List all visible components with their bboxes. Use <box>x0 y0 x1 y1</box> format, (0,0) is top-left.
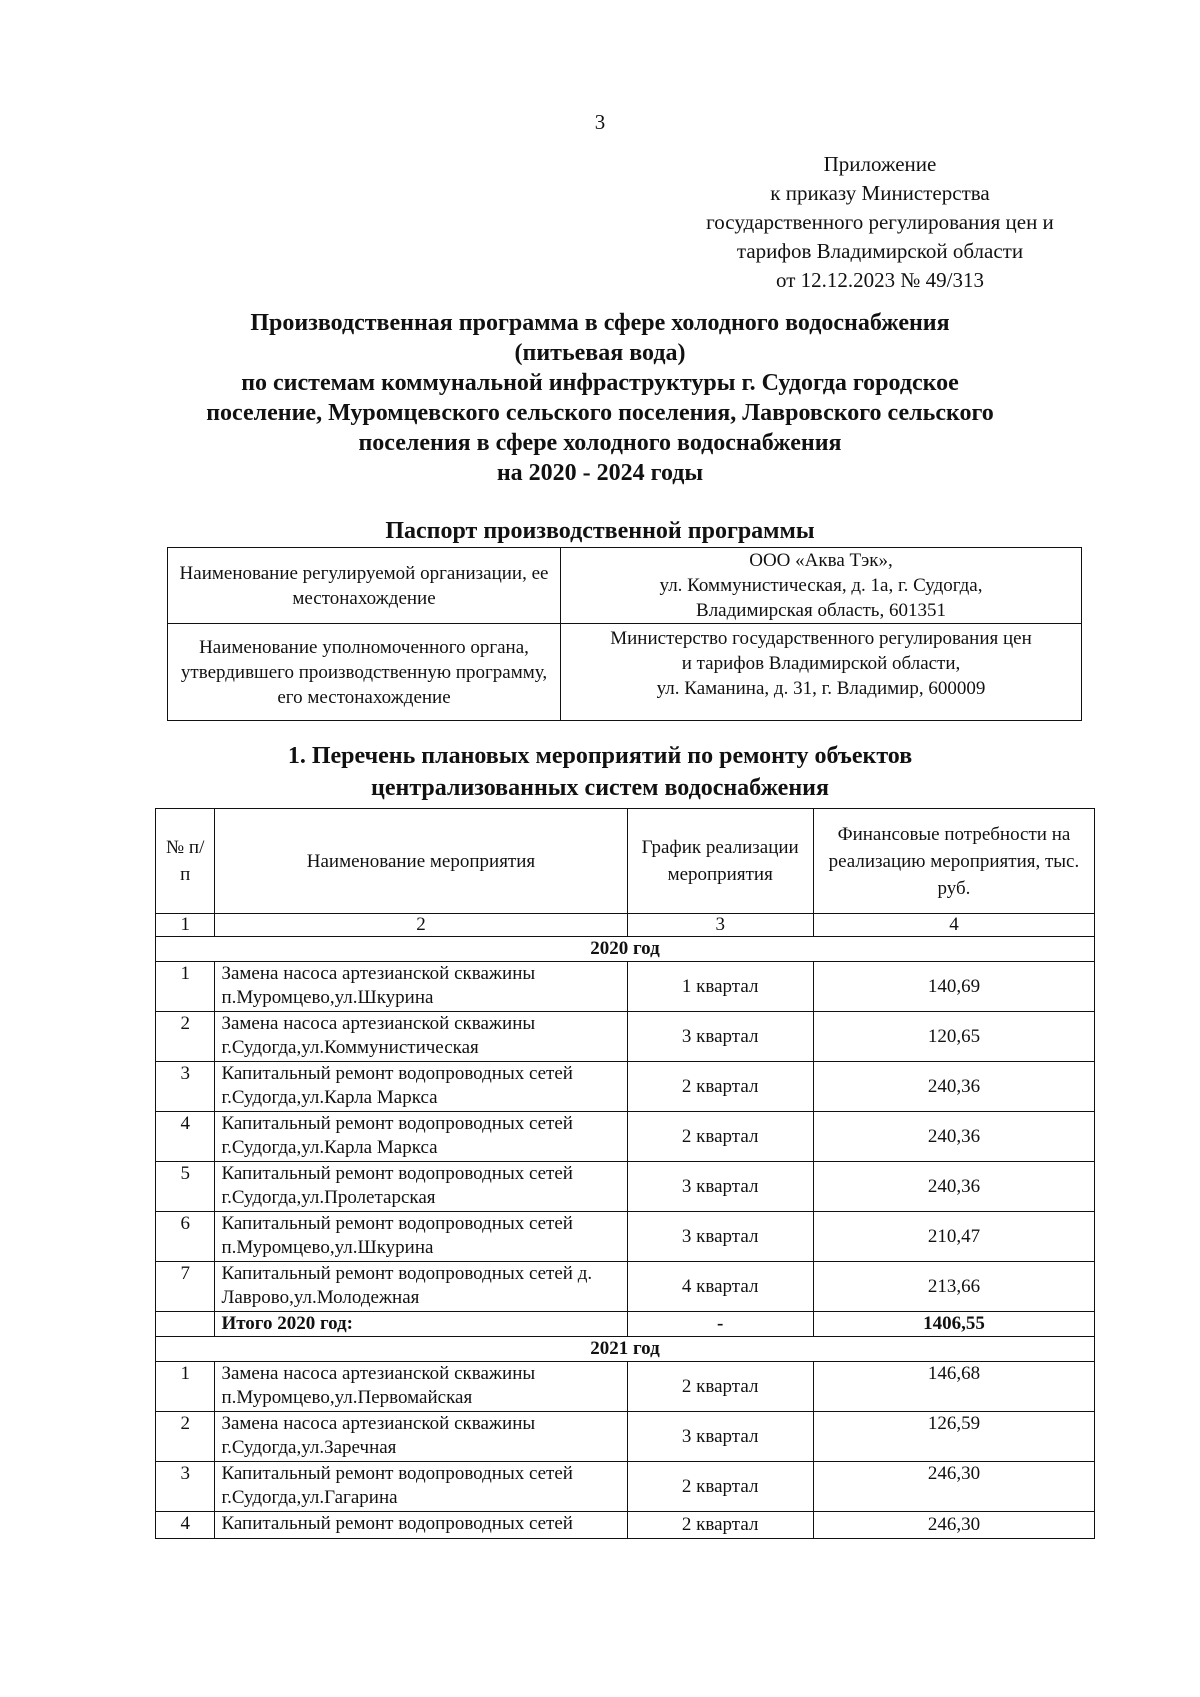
row-num: 2 <box>156 1412 215 1462</box>
title-line: (питьевая вода) <box>514 340 686 366</box>
row-schedule: 2 квартал <box>627 1062 813 1112</box>
passport-label: Наименование регулируемой организации, ее местонахождение <box>168 548 561 624</box>
total-schedule: - <box>627 1312 813 1337</box>
row-cost: 213,66 <box>813 1262 1094 1312</box>
row-name: Замена насоса артезианской скважины п.Муромцево,ул.Шкурина <box>215 962 627 1012</box>
appendix-block <box>660 150 1100 295</box>
row-cost: 240,36 <box>813 1162 1094 1212</box>
year-row <box>156 1337 1095 1362</box>
appendix-line: от 12.12.2023 № 49/313 <box>775 268 985 292</box>
passport-table <box>167 547 1082 721</box>
row-schedule: 3 квартал <box>627 1162 813 1212</box>
row-cost: 120,65 <box>813 1012 1094 1062</box>
passport-value-line: ООО «Аква Тэк», <box>749 550 893 571</box>
appendix-line: к приказу Министерства <box>770 181 990 205</box>
row-name: Замена насоса артезианской скважины п.Муромцево,ул.Первомайская <box>215 1362 627 1412</box>
column-number: 3 <box>627 914 813 937</box>
year-label: 2020 год <box>156 937 1095 962</box>
row-schedule: 3 квартал <box>627 1012 813 1062</box>
row-cost: 246,30 <box>813 1462 1094 1512</box>
row-schedule: 2 квартал <box>627 1512 813 1539</box>
row-num: 4 <box>156 1112 215 1162</box>
section-title-line: централизованных систем водоснабжения <box>371 775 829 801</box>
header-name: Наименование мероприятия <box>215 809 627 914</box>
title-line: поселение, Муромцевского сельского поселения, Лавровского сельского <box>206 400 994 426</box>
row-schedule: 2 квартал <box>627 1462 813 1512</box>
passport-value <box>561 548 1082 624</box>
row-schedule: 2 квартал <box>627 1362 813 1412</box>
year-row <box>156 937 1095 962</box>
row-num: 6 <box>156 1212 215 1262</box>
page-number: 3 <box>594 110 606 134</box>
table-row <box>156 1162 1095 1212</box>
passport-row <box>168 548 1082 624</box>
row-num: 2 <box>156 1012 215 1062</box>
table-row <box>156 1462 1095 1512</box>
row-num: 7 <box>156 1262 215 1312</box>
total-label: Итого 2020 год: <box>215 1312 627 1337</box>
table-row <box>156 1362 1095 1412</box>
row-name: Капитальный ремонт водопроводных сетей г.Судогда,ул.Карла Маркса <box>215 1112 627 1162</box>
passport-value-line: Министерство государственного регулирования цен <box>610 628 1032 649</box>
row-name: Капитальный ремонт водопроводных сетей г.Судогда,ул.Карла Маркса <box>215 1062 627 1112</box>
appendix-line: тарифов Владимирской области <box>736 239 1024 263</box>
title-line: по системам коммунальной инфраструктуры г. Судогда городское <box>241 370 959 396</box>
column-number: 4 <box>813 914 1094 937</box>
table-row <box>156 1412 1095 1462</box>
column-number: 1 <box>156 914 215 937</box>
row-cost: 140,69 <box>813 962 1094 1012</box>
passport-value-line: и тарифов Владимирской области, <box>681 653 961 674</box>
row-name: Капитальный ремонт водопроводных сетей п.Муромцево,ул.Шкурина <box>215 1212 627 1262</box>
table-row <box>156 1012 1095 1062</box>
table-row <box>156 1212 1095 1262</box>
passport-value-line: ул. Коммунистическая, д. 1а, г. Судогда, <box>659 575 983 596</box>
row-num: 3 <box>156 1062 215 1112</box>
row-cost: 240,36 <box>813 1112 1094 1162</box>
plan-table <box>155 808 1095 1539</box>
row-schedule: 3 квартал <box>627 1412 813 1462</box>
row-cost: 146,68 <box>813 1362 1094 1412</box>
row-name: Капитальный ремонт водопроводных сетей г.Судогда,ул.Пролетарская <box>215 1162 627 1212</box>
title-line: Производственная программа в сфере холодного водоснабжения <box>250 310 950 336</box>
table-row <box>156 1512 1095 1539</box>
appendix-line: государственного регулирования цен и <box>706 210 1054 234</box>
row-name: Капитальный ремонт водопроводных сетей <box>215 1512 627 1539</box>
total-row <box>156 1312 1095 1337</box>
section-title-line: 1. Перечень плановых мероприятий по ремонту объектов <box>287 743 913 769</box>
year-label: 2021 год <box>156 1337 1095 1362</box>
header-num: № п/п <box>156 809 215 914</box>
passport-row <box>168 624 1082 721</box>
section-title <box>0 740 1200 804</box>
column-number-row <box>156 914 1095 937</box>
table-row <box>156 962 1095 1012</box>
row-num: 1 <box>156 1362 215 1412</box>
row-name: Капитальный ремонт водопроводных сетей д. Лаврово,ул.Молодежная <box>215 1262 627 1312</box>
row-cost: 240,36 <box>813 1062 1094 1112</box>
row-cost: 126,59 <box>813 1412 1094 1462</box>
passport-value-line: Владимирская область, 601351 <box>696 600 946 621</box>
row-cost: 210,47 <box>813 1212 1094 1262</box>
column-number: 2 <box>215 914 627 937</box>
row-num: 4 <box>156 1512 215 1539</box>
passport-label: Наименование уполномоченного органа, утвердившего производственную программу, его местонахождение <box>168 624 561 721</box>
header-finance: Финансовые потребности на реализацию мероприятия, тыс. руб. <box>813 809 1094 914</box>
table-row <box>156 1262 1095 1312</box>
table-header-row <box>156 809 1095 914</box>
passport-title: Паспорт производственной программы <box>385 518 815 544</box>
row-cost: 246,30 <box>813 1512 1094 1539</box>
appendix-line: Приложение <box>823 152 937 176</box>
document-title <box>140 308 1060 488</box>
passport-value-line: ул. Каманина, д. 31, г. Владимир, 600009 <box>656 678 986 699</box>
title-line: на 2020 - 2024 годы <box>496 460 704 486</box>
row-num: 5 <box>156 1162 215 1212</box>
total-cost: 1406,55 <box>813 1312 1094 1337</box>
row-schedule: 3 квартал <box>627 1212 813 1262</box>
table-row <box>156 1062 1095 1112</box>
row-num: 1 <box>156 962 215 1012</box>
title-line: поселения в сфере холодного водоснабжения <box>358 430 842 456</box>
row-schedule: 4 квартал <box>627 1262 813 1312</box>
row-num: 3 <box>156 1462 215 1512</box>
table-row <box>156 1112 1095 1162</box>
row-schedule: 2 квартал <box>627 1112 813 1162</box>
row-name: Капитальный ремонт водопроводных сетей г.Судогда,ул.Гагарина <box>215 1462 627 1512</box>
passport-value <box>561 624 1082 721</box>
row-name: Замена насоса артезианской скважины г.Судогда,ул.Коммунистическая <box>215 1012 627 1062</box>
row-schedule: 1 квартал <box>627 962 813 1012</box>
total-num <box>156 1312 215 1337</box>
row-name: Замена насоса артезианской скважины г.Судогда,ул.Заречная <box>215 1412 627 1462</box>
header-schedule: График реализации мероприятия <box>627 809 813 914</box>
